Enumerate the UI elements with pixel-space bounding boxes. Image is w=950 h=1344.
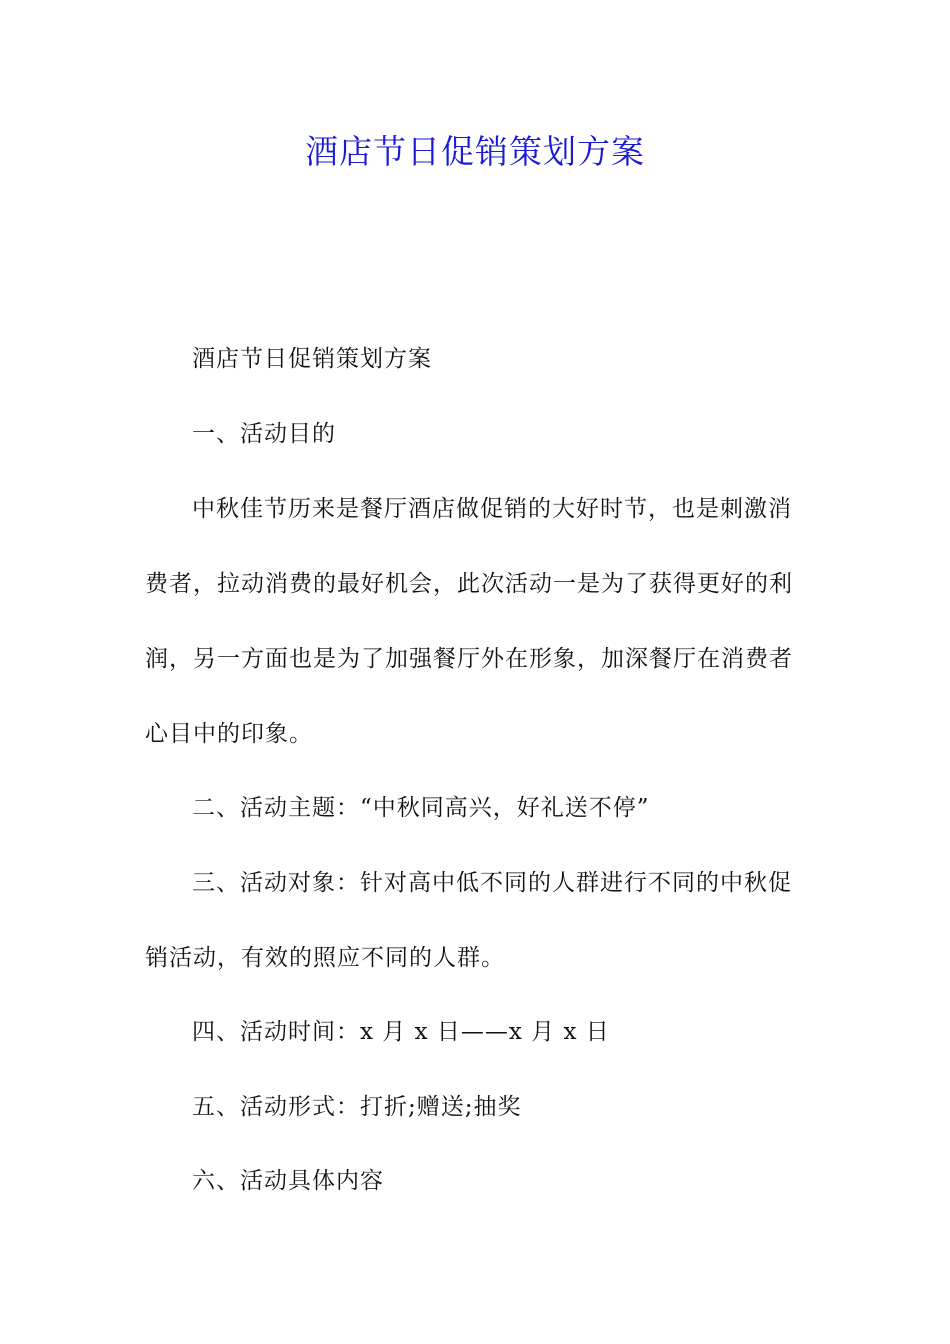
section-body-objective: 中秋佳节历来是餐厅酒店做促销的大好时节，也是刺激消费者，拉动消费的最好机会，此次活动一是为了获得更好的利润，另一方面也是为了加强餐厅外在形象，加深餐厅在消费者心目中的印象。 <box>145 496 793 747</box>
document-title: 酒店节日促销策划方案 <box>305 132 645 171</box>
section-time: 四、活动时间：x 月 x 日——x 月 x 日 <box>192 1019 610 1045</box>
section-format: 五、活动形式：打折;赠送;抽奖 <box>192 1094 522 1120</box>
section-audience: 三、活动对象：针对高中低不同的人群进行不同的中秋促销活动，有效的照应不同的人群。 <box>145 870 792 971</box>
section-details-heading: 六、活动具体内容 <box>192 1168 384 1194</box>
content-heading: 酒店节日促销策划方案 <box>192 346 432 372</box>
section-heading-objective: 一、活动目的 <box>192 421 336 447</box>
section-theme: 二、活动主题：“中秋同高兴，好礼送不停” <box>192 795 650 821</box>
